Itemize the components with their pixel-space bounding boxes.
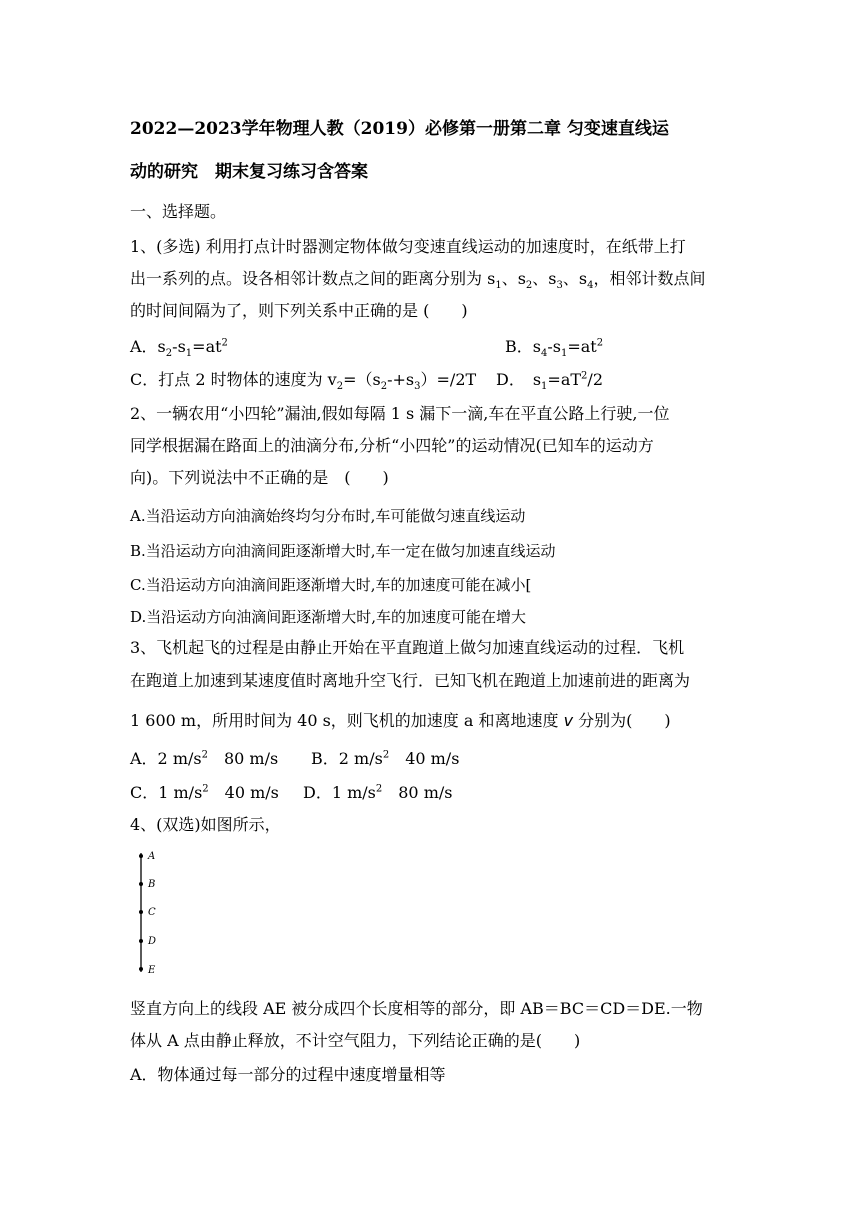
q3-stem-line-2: 在跑道上加速到某速度值时离地升空飞行．已知飞机在跑道上加速前进的距离为 xyxy=(130,671,691,690)
point-b-label: B xyxy=(148,879,156,890)
q3-option-c: C．1 $m/s^2$ 40 m/s xyxy=(130,783,279,802)
q4-option-a: A．物体通过每一部分的过程中速度增量相等 xyxy=(130,1065,446,1084)
q4-stem-line-1: 4、(双选)如图所示， xyxy=(130,815,281,834)
point-a-label: A xyxy=(148,851,156,862)
point-e-label: E xyxy=(148,965,156,976)
point-e-dot xyxy=(139,967,143,971)
document-title-line-2: 动的研究 期末复习练习含答案 xyxy=(130,162,368,182)
point-c-dot xyxy=(139,910,143,914)
q1-option-a: A．$s_2-s_1=at^2$ xyxy=(130,337,228,360)
q2-stem-line-1: 2、一辆农用“小四轮”漏油,假如每隔 1 s 漏下一滴,车在平直公路上行驶,一位 xyxy=(130,404,670,423)
q1-stem-line-2: 出一系列的点。设各相邻计数点之间的距离分别为 $s_1$、$s_2$、$s_3$、$s_4$，相邻计数点间 xyxy=(130,269,706,292)
q3-option-a: A．2 $m/s^2$ 80 m/s xyxy=(130,749,279,768)
point-d-dot xyxy=(139,939,143,943)
point-c-label: C xyxy=(148,907,156,918)
point-d-label: D xyxy=(148,936,157,947)
point-a-dot xyxy=(139,854,143,858)
q2-option-b: B.当沿运动方向油滴间距逐渐增大时,车一定在做匀加速直线运动 xyxy=(130,542,556,560)
document-title-line-1: 2022—2023学年物理人教（2019）必修第一册第二章 匀变速直线运 xyxy=(130,119,669,139)
q1-option-c: C．打点 2 时物体的速度为 $v_2=(s_2-+s_3)=/2T$ xyxy=(130,370,477,393)
q3-option-d: D．1 $m/s^2$ 80 m/s xyxy=(303,783,453,802)
q2-option-c: C.当沿运动方向油滴间距逐渐增大时,车的加速度可能在减小[ xyxy=(130,576,532,594)
q2-option-d: D.当沿运动方向油滴间距逐渐增大时,车的加速度可能在增大 xyxy=(130,608,527,626)
q1-stem-line-1: 1、(多选) 利用打点计时器测定物体做匀变速直线运动的加速度时，在纸带上打 xyxy=(130,237,686,256)
section-heading: 一、选择题。 xyxy=(130,202,227,221)
segment-ae-figure xyxy=(120,845,180,980)
q3-stem-line-1: 3、飞机起飞的过程是由静止开始在平直跑道上做匀加速直线运动的过程．飞机 xyxy=(130,638,685,657)
q3-stem-line-3: 1 600 m，所用时间为 40 s，则飞机的加速度 a 和离地速度 v 分别为( ) xyxy=(130,711,671,730)
q4-stem-line-2: 竖直方向上的线段 AE 被分成四个长度相等的部分，即 AB＝BC＝CD＝DE.一物 xyxy=(130,999,703,1018)
q1-stem-line-3: 的时间间隔为了，则下列关系中正确的是 ( ) xyxy=(130,301,468,320)
q1-option-d: D． $s_1=aT^2/2$ xyxy=(496,370,603,393)
q3-option-b: B．2 $m/s^2$ 40 m/s xyxy=(311,749,460,768)
q4-stem-line-3: 体从 A 点由静止释放，不计空气阻力，下列结论正确的是( ) xyxy=(130,1031,581,1050)
q1-option-b: B．$s_4-s_1=at^2$ xyxy=(505,337,604,360)
q2-stem-line-2: 同学根据漏在路面上的油滴分布,分析“小四轮”的运动情况(已知车的运动方 xyxy=(130,436,654,455)
point-b-dot xyxy=(139,882,143,886)
q2-stem-line-3: 向)。下列说法中不正确的是 ( ) xyxy=(130,468,389,487)
q2-option-a: A.当沿运动方向油滴始终均匀分布时,车可能做匀速直线运动 xyxy=(130,507,526,525)
